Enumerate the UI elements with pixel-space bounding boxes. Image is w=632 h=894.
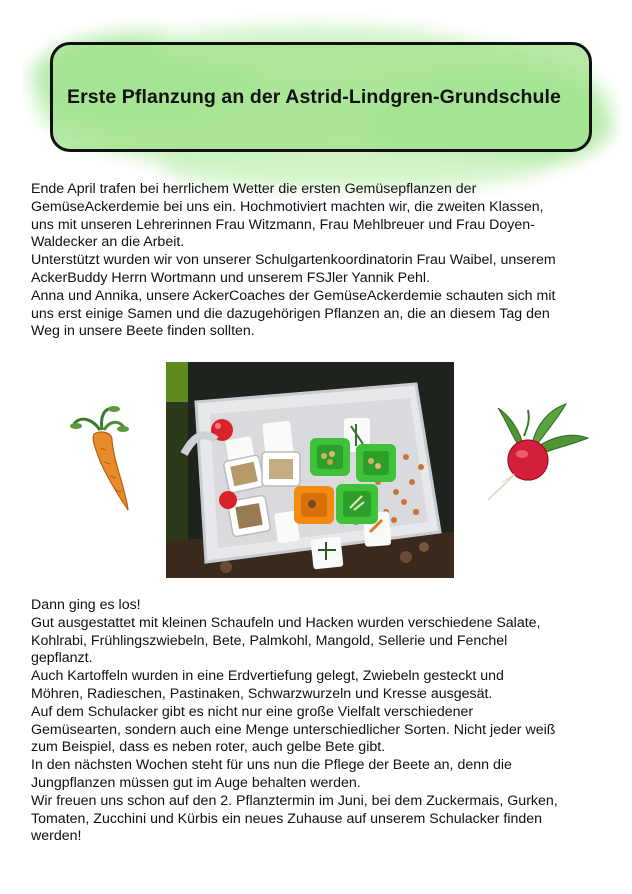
text-line: Wir freuen uns schon auf den 2. Pflanztermin im Juni, bei dem Zuckermais, Gurken, [31,792,558,809]
planting-tray-photo [166,362,454,578]
text-line: In den nächsten Wochen steht für uns nun die Pflege der Beete an, denn die [31,757,512,774]
text-line: Anna und Annika, unsere AckerCoaches der GemüseAckerdemie schauten sich mit [31,287,556,304]
text-line: GemüseAckerdemie bei uns ein. Hochmotiviert machten wir, die zweiten Klassen, [31,198,544,215]
page-title: Erste Pflanzung an der Astrid-Lindgren-Grundschule [67,85,561,108]
text-line: Waldecker an die Arbeit. [31,234,185,251]
intro-text [31,181,601,341]
text-line: werden! [31,828,82,845]
text-line: Kohlrabi, Frühlingszwiebeln, Bete, Palmkohl, Mangold, Sellerie und Fenchel [31,632,508,649]
text-line: Dann ging es los! [31,597,141,613]
text-line: Tomaten, Zucchini und Kürbis ein neues Zuhause auf unserem Schulacker finden [31,810,543,827]
text-line: Jungpflanzen müssen gut im Auge behalten werden. [31,774,361,791]
text-line: Auf dem Schulacker gibt es nicht nur eine große Vielfalt verschiedener [31,703,474,720]
text-line: AckerBuddy Herrn Wortmann und unserem FSJler Yannik Pehl. [31,269,431,286]
text-line: Auch Kartoffeln wurden in eine Erdvertiefung gelegt, Zwiebeln gesteckt und [31,668,504,685]
title-box [50,42,592,152]
text-line: Gut ausgestattet mit kleinen Schaufeln und Hacken wurden verschiedene Salate, [31,614,541,631]
carrot-icon [66,404,138,514]
body-text [31,597,601,846]
text-line: zum Beispiel, dass es neben roter, auch gelbe Bete gibt. [31,739,386,756]
text-line: Weg in unsere Beete finden sollten. [31,323,255,340]
text-line: gepflanzt. [31,650,93,667]
text-line: Ende April trafen bei herrlichem Wetter die ersten Gemüsepflanzen der [31,181,477,197]
text-line: uns mit unseren Lehrerinnen Frau Witzmann, Frau Mehlbreuer und Frau Doyen- [31,216,535,233]
text-line: Gemüsearten, sondern auch eine Menge unterschiedlicher Sorten. Nicht jeder weiß [31,721,556,738]
text-line: Möhren, Radieschen, Pastinaken, Schwarzwurzeln und Kresse ausgesät. [31,685,493,702]
text-line: uns erst einige Samen und die dazugehörigen Pflanzen an, die an diesem Tag den [31,305,550,322]
text-line: Unterstützt wurden wir von unserer Schulgartenkoordinatorin Frau Waibel, unserem [31,252,556,269]
radish-icon [484,396,594,504]
